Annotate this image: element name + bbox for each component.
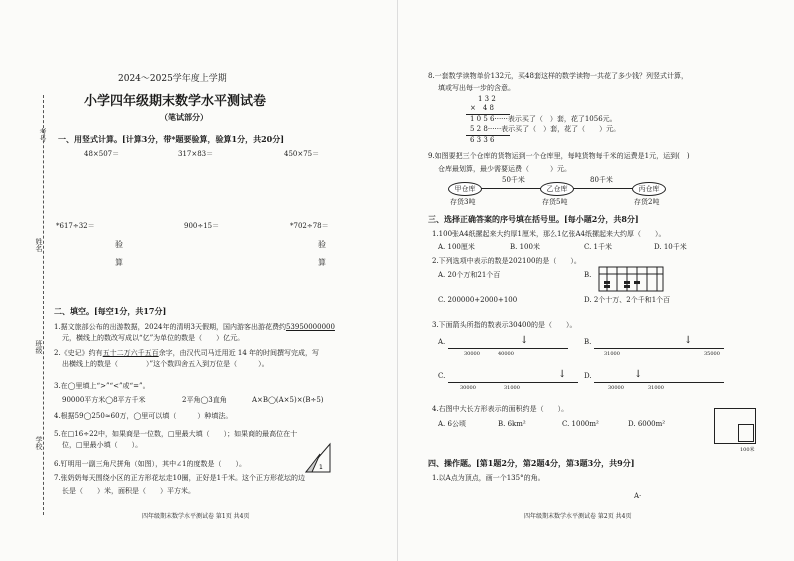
footer-left: 四年级期末数学水平测试卷 第1页 共4页	[142, 513, 250, 520]
tick-d1: 30000	[608, 385, 624, 391]
calc-6: *702÷78＝	[290, 222, 329, 230]
margin-xingming: 姓名	[35, 238, 43, 252]
choice2-text: 2.下列选项中表示的数是202100的是（ ）。	[432, 257, 581, 265]
choice4-opt-d: D. 6000m²	[628, 420, 666, 428]
tick-c1: 30000	[460, 385, 476, 391]
check-label-1: 验	[115, 240, 123, 249]
number-line-b	[594, 348, 724, 349]
warehouse-b: 乙仓库	[540, 182, 574, 196]
choice2-opt-d: D. 2个十万、2个千和1个百	[584, 296, 671, 304]
scale-label: 100米	[740, 447, 755, 453]
stock-b: 存货5吨	[542, 198, 568, 206]
triangle-ruler-figure	[300, 440, 336, 476]
tick-c2: 31000	[504, 385, 520, 391]
distance-2: 80千米	[590, 176, 613, 184]
footer-right: 四年级期末数学水平测试卷 第2页 共4页	[524, 513, 632, 520]
number-line-c	[448, 382, 578, 383]
tick-a2: 40000	[498, 351, 514, 357]
choice2-opt-c: C. 200000+2000+100	[438, 296, 518, 304]
partial-1: 1 0 5 6······表示买了（ ）套，花了1056元。	[470, 115, 617, 123]
q6-text: 6.钉明用一副三角尺拼角（如图），其中∠1的度数是（ ）。	[54, 460, 246, 468]
warehouse-c: 丙仓库	[632, 182, 666, 196]
calc-3: 450×75＝	[284, 150, 320, 158]
choice3-label-d: D.	[584, 372, 592, 380]
q2-underline: 五十二万六千五百	[102, 349, 159, 357]
q8-line2: 填或写出每一步的含意。	[438, 84, 515, 92]
stock-c: 存货2吨	[634, 198, 660, 206]
year-title: 2024～2025学年度上学期	[118, 74, 227, 84]
vertical-num1: 1 3 2	[478, 95, 496, 103]
q3-item-1: 90000平方米◯8平方千米	[62, 396, 146, 404]
q2-line1: 2.《史记》约有五十二万六千五百余字，由汉代司马迁用近 14 年的时间撰写完成，写	[54, 349, 320, 357]
q1-line2: 元，横线上的数改写成以“亿”为单位的数是（ ）亿元。	[62, 334, 245, 342]
q2-line2: 出横线上的数是（ ）”这个数四舍五入到万位是（ ）。	[62, 360, 269, 368]
page-right	[397, 0, 794, 561]
warehouse-a: 甲仓库	[448, 182, 482, 196]
choice2-opt-a: A. 20个万和21个百	[438, 271, 501, 279]
margin-banji: 班级	[35, 340, 43, 354]
choice2-opt-b: B.	[584, 271, 592, 279]
point-a: A·	[634, 492, 642, 500]
section3-title: 三、选择正确答案的序号填在括号里。[每小题2分，共8分]	[428, 214, 639, 224]
q7-line2: 长是（ ）米，面积是（ ）平方米。	[62, 487, 195, 495]
choice4-opt-b: B. 6km²	[498, 420, 526, 428]
op1-text: 1.以A点为顶点，画一个135°的角。	[432, 474, 545, 482]
number-line-d	[594, 382, 724, 383]
choice3-label-c: C.	[438, 372, 446, 380]
vertical-total: 6 3 3 6	[470, 136, 495, 144]
choice3-label-b: B.	[584, 338, 592, 346]
choice4-opt-a: A. 6公顷	[438, 420, 466, 428]
choice1-text: 1.100张A4纸摞起来大约厚1厘米，那么1亿张A4纸摞起来大约厚（ ）。	[432, 230, 666, 238]
stock-a: 存货3吨	[450, 198, 476, 206]
choice3-label-a: A.	[438, 338, 446, 346]
angle-1-label: 1	[319, 464, 323, 471]
calc-1: 48×507＝	[84, 150, 120, 158]
q3-text: 3.在◯里填上“>”“<”或“=”。	[54, 382, 150, 390]
q8-line1: 8.一套数学读物单价132元，买48套这样的数学读物一共花了多少钱？列竖式计算，	[428, 72, 688, 80]
arrow-a: ↓	[520, 335, 529, 346]
abacus-figure	[598, 266, 664, 292]
vertical-num2: × 4 8	[470, 104, 494, 112]
q1-number: 53950000000	[285, 323, 335, 331]
tick-d2: 31000	[648, 385, 664, 391]
q1-line1: 1.据文旅部公布的出游数据，2024年的清明3天假期，国内游客出游花费约53950000000	[54, 323, 335, 331]
choice3-text: 3.下面箭头所指的数表示30400的是（ ）。	[432, 321, 577, 329]
q5-line1: 5.在□16÷22中，如果商是一位数，□里最大填（ ）；如果商的最高位在十	[54, 430, 298, 438]
q9-line2: 仓库最划算，最少需要运费（ ）元。	[438, 165, 571, 173]
main-title: 小学四年级期末数学水平测试卷	[84, 94, 267, 109]
check-label-4: 算	[318, 258, 326, 267]
small-square-figure	[738, 424, 754, 442]
arrow-b: ↓	[684, 335, 693, 346]
tick-a1: 30000	[464, 351, 480, 357]
section2-title: 二、填空。[每空1分，共17分]	[54, 306, 167, 316]
arrow-d: ↓	[634, 369, 643, 380]
choice1-opt-c: C. 1千米	[584, 243, 613, 251]
check-label-3: 验	[318, 240, 326, 249]
choice4-opt-c: C. 1000m²	[562, 420, 599, 428]
choice1-opt-b: B. 100米	[510, 243, 540, 251]
calc-4: *617÷32＝	[56, 222, 95, 230]
margin-kaohao: 考号	[39, 128, 47, 142]
q4-text: 4.根据59◯250≈60万，◯里可以填（ ）种填法。	[54, 412, 233, 420]
section-label: （笔试部分）	[160, 112, 208, 122]
calc-2: 317×83＝	[178, 150, 214, 158]
partial-2: 5 2 8······表示买了（ ）套，花了（ ）元。	[470, 125, 621, 133]
q5-line2: 位，□里最小填（ ）。	[62, 441, 143, 449]
partial-2-note: ······表示买了（ ）套，花了（ ）元。	[487, 125, 621, 133]
calc-5: 900÷15＝	[184, 222, 220, 230]
tick-b1: 31000	[604, 351, 620, 357]
margin-xuexiao: 学校	[35, 436, 43, 450]
choice1-opt-d: D. 10千米	[654, 243, 687, 251]
section1-title: 一、用竖式计算。[计算3分，带*题要验算，验算1分，共20分]	[58, 134, 285, 144]
arrow-c: ↓	[558, 369, 567, 380]
partial-1-note: ······表示买了（ ）套，花了1056元。	[494, 115, 617, 123]
tick-b2: 35000	[704, 351, 720, 357]
check-label-2: 算	[115, 258, 123, 267]
number-line-a	[448, 348, 568, 349]
binding-line	[43, 95, 45, 515]
q3-item-2: 2平角◯3直角	[182, 396, 227, 404]
q7-line1: 7.张奶奶每天围绕小区的正方形花坛走10圈，正好是1千米。这个正方形花坛的边	[54, 474, 306, 482]
choice4-text: 4.右图中大长方形表示的面积约是（ ）。	[432, 405, 569, 413]
q9-line1: 9.如图要把三个仓库的货物运到一个仓库里，每吨货物每千米的运费是1元，运到( )	[428, 152, 690, 160]
choice1-opt-a: A. 100厘米	[438, 243, 475, 251]
section4-title: 四、操作题。[第1题2分，第2题4分，第3题3分，共9分]	[428, 458, 635, 468]
distance-1: 50千米	[502, 176, 525, 184]
q3-item-3: A×B◯(A×5)×(B÷5)	[252, 396, 324, 404]
